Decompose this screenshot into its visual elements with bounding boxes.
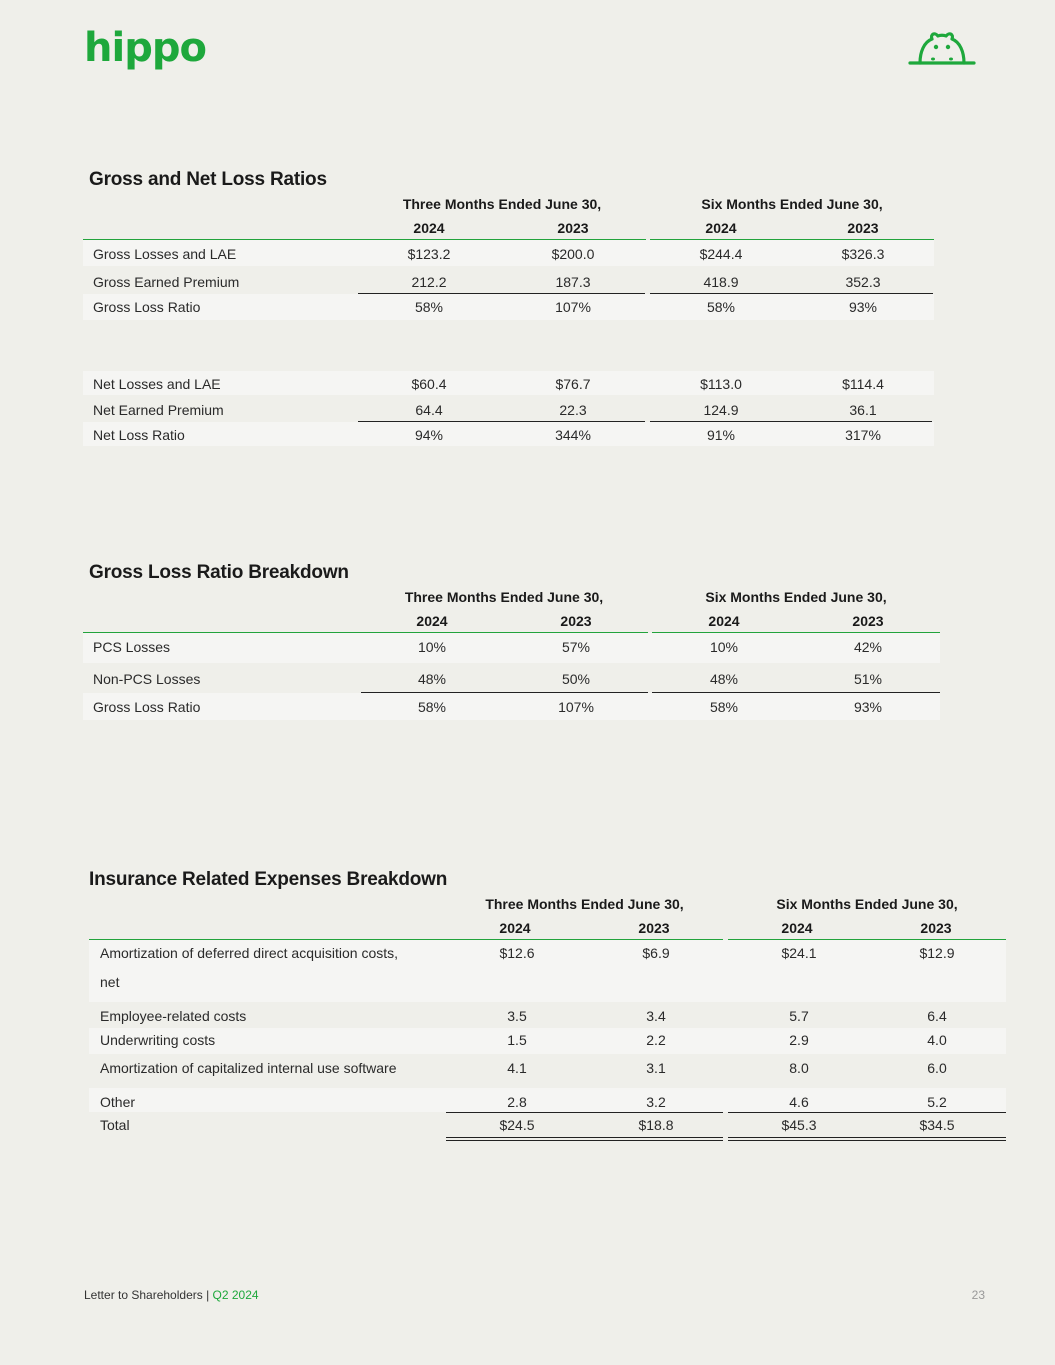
year-header: 2023: [847, 220, 879, 236]
year-header: 2024: [708, 613, 740, 629]
footer-quarter: Q2 2024: [212, 1288, 259, 1302]
gross-loss-ratio-breakdown-table: [83, 589, 940, 724]
footer: [84, 1288, 259, 1302]
table-row: Employee-related costs 3.5 3.4 5.7 6.4: [100, 1008, 947, 1024]
year-header: 2024: [499, 920, 531, 936]
table-row: Net Loss Ratio 94% 344% 91% 317%: [83, 422, 934, 446]
table-row: Amortization of capitalized internal use software 4.1 3.1 8.0 6.0: [100, 1060, 947, 1076]
header-six-months: Six Months Ended June 30,: [776, 896, 958, 912]
insurance-expenses-table: [89, 896, 1006, 1146]
table-row: Gross Loss Ratio 58% 107% 58% 93%: [83, 294, 934, 320]
table-row: Non-PCS Losses 48% 50% 48% 51%: [93, 671, 883, 687]
table-row: Other 2.8 3.2 4.6 5.2: [89, 1088, 1006, 1112]
total-double-rule: [728, 1137, 1006, 1141]
header-three-months: Three Months Ended June 30,: [404, 589, 604, 605]
table-row: Net Losses and LAE $60.4 $76.7 $113.0 $114.4: [83, 371, 934, 395]
year-header: 2023: [560, 613, 592, 629]
header-six-months: Six Months Ended June 30,: [701, 196, 883, 212]
table-row: Gross Earned Premium 212.2 187.3 418.9 352.3: [93, 274, 881, 290]
table-row: Gross Losses and LAE $123.2 $200.0 $244.4 $326.3: [83, 240, 934, 266]
year-header: 2024: [781, 920, 813, 936]
table1-title: Gross and Net Loss Ratios: [89, 169, 327, 190]
header-six-months: Six Months Ended June 30,: [705, 589, 887, 605]
year-header: 2023: [638, 920, 670, 936]
footer-text: Letter to Shareholders |: [84, 1288, 213, 1302]
total-double-rule: [446, 1137, 723, 1141]
hippo-mascot-icon: [908, 30, 976, 71]
table2-title: Gross Loss Ratio Breakdown: [89, 562, 349, 583]
table-row: Underwriting costs 1.5 2.2 2.9 4.0: [89, 1028, 1006, 1054]
year-header: 2024: [413, 220, 445, 236]
year-header: 2023: [852, 613, 884, 629]
gross-net-loss-table: [83, 196, 934, 456]
table-row-total: Total $24.5 $18.8 $45.3 $34.5: [100, 1117, 955, 1133]
table-row: Amortization of deferred direct acquisition costs, net $12.6 $6.9 $24.1 $12.9: [89, 940, 1006, 1002]
table3-title: Insurance Related Expenses Breakdown: [89, 869, 448, 890]
header-three-months: Three Months Ended June 30,: [402, 196, 602, 212]
table-row: PCS Losses 10% 57% 10% 42%: [83, 633, 940, 663]
year-header: 2024: [705, 220, 737, 236]
hippo-logo: hippo: [84, 25, 206, 71]
page-number: 23: [971, 1288, 985, 1302]
table-row: Net Earned Premium 64.4 22.3 124.9 36.1: [93, 402, 877, 418]
header-three-months: Three Months Ended June 30,: [485, 896, 684, 912]
year-header: 2024: [416, 613, 448, 629]
year-header: 2023: [920, 920, 952, 936]
year-header: 2023: [557, 220, 589, 236]
table-row: Gross Loss Ratio 58% 107% 58% 93%: [83, 693, 940, 720]
